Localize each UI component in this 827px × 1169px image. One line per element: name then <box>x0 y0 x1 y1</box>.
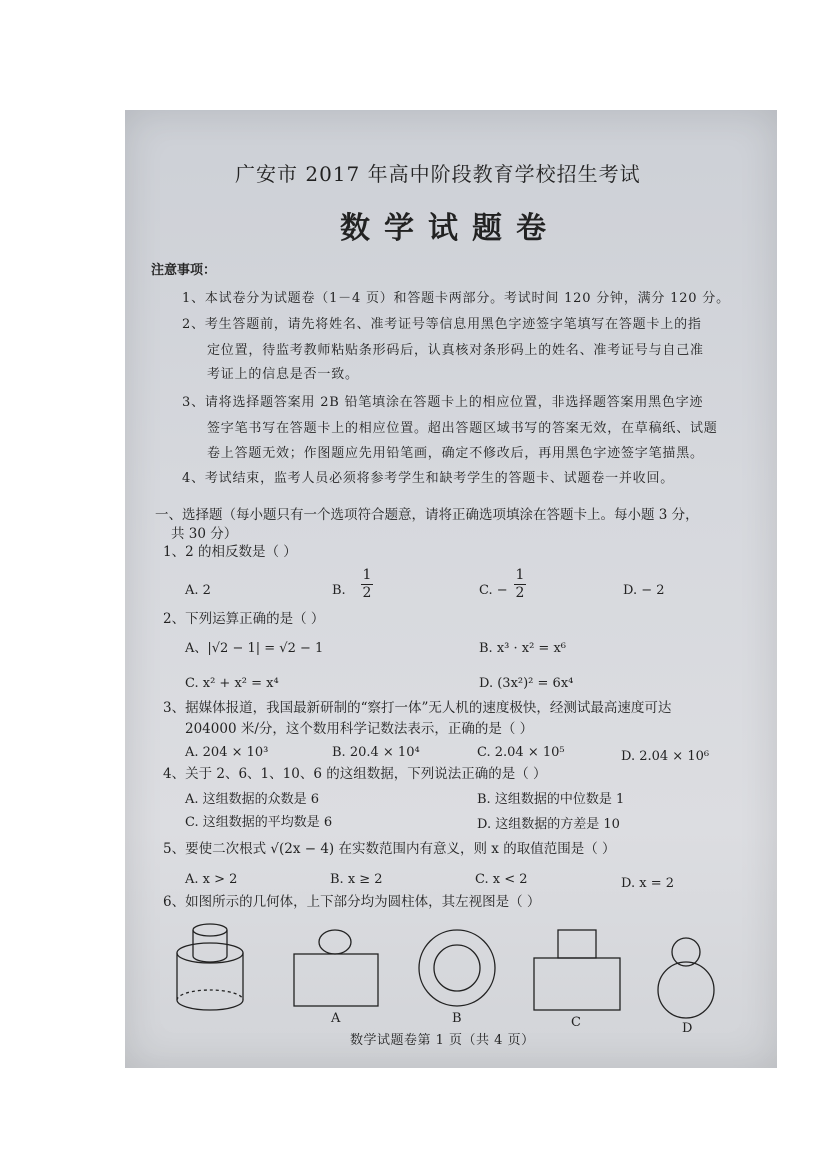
option-a-figure <box>290 928 385 1013</box>
q1-option-b-label: B. <box>332 583 346 598</box>
exam-title: 广安市 2017 年高中阶段教育学校招生考试 <box>235 162 641 186</box>
question-5: 5、要使二次根式 √(2x − 4) 在实数范围内有意义，则 x 的取值范围是（ ） <box>163 841 616 857</box>
question-3: 3、据媒体报道，我国最新研制的“察打一体”无人机的速度极快，经测试最高速度可达 <box>163 700 672 716</box>
notice-line: 考证上的信息是否一致。 <box>207 367 359 382</box>
q4-option-a: A. 这组数据的众数是 6 <box>185 792 320 807</box>
q5-option-d: D. x = 2 <box>621 876 674 891</box>
figure-label-c: C <box>571 1015 581 1030</box>
fraction-numerator: 1 <box>515 567 525 583</box>
notice-heading: 注意事项： <box>151 263 217 278</box>
q1-option-d: D. − 2 <box>623 583 665 598</box>
q2-option-a: A、|√2 − 1| = √2 − 1 <box>185 641 324 656</box>
figure-label-d: D <box>682 1021 693 1036</box>
q4-option-b: B. 这组数据的中位数是 1 <box>477 792 625 807</box>
notice-line: 3、请将选择题答案用 2B 铅笔填涂在答题卡上的相应位置，非选择题答案用黑色字迹 <box>182 395 704 410</box>
section-title-cont: 共 30 分） <box>171 526 238 542</box>
question-6: 6、如图所示的几何体，上下部分均为圆柱体，其左视图是（ ） <box>163 894 541 910</box>
question-4: 4、关于 2、6、1、10、6 的这组数据，下列说法正确的是（ ） <box>163 766 547 782</box>
section-title: 一、选择题（每小题只有一个选项符合题意，请将正确选项填涂在答题卡上。每小题 3 分， <box>155 507 699 523</box>
option-d-figure <box>655 934 720 1024</box>
notice-line: 4、考试结束，监考人员必须将参考学生和缺考学生的答题卡、试题卷一并收回。 <box>182 471 675 486</box>
q3-option-a: A. 204 × 10³ <box>185 745 269 760</box>
q3-option-c: C. 2.04 × 10⁵ <box>477 745 565 760</box>
q3-option-d: D. 2.04 × 10⁶ <box>621 749 710 764</box>
notice-line: 签字笔书写在答题卡上的相应位置。超出答题区域书写的答案无效，在草稿纸、试题 <box>207 421 718 436</box>
q1-option-c-label: C. − <box>479 583 508 598</box>
q5-option-c: C. x < 2 <box>475 872 528 887</box>
q3-option-b: B. 20.4 × 10⁴ <box>332 745 420 760</box>
option-b-figure <box>415 926 505 1011</box>
option-c-figure <box>530 928 625 1018</box>
figure-label-a: A <box>331 1011 341 1026</box>
q1-option-c-fraction <box>514 568 526 602</box>
q4-option-d: D. 这组数据的方差是 10 <box>477 817 620 832</box>
fraction-denominator: 2 <box>515 585 525 602</box>
exam-paper <box>125 110 777 1068</box>
q2-option-c: C. x² + x² = x⁴ <box>185 676 279 691</box>
notice-line: 1、本试卷分为试题卷（1－4 页）和答题卡两部分。考试时间 120 分钟，满分 120 分。 <box>182 291 730 306</box>
notice-line: 2、考生答题前，请先将姓名、准考证号等信息用黑色字迹签字笔填写在答题卡上的指 <box>182 317 702 332</box>
q5-option-b: B. x ≥ 2 <box>330 872 383 887</box>
notice-line: 卷上答题无效；作图题应先用铅笔画，确定不修改后，再用黑色字迹签字笔描黑。 <box>207 446 704 461</box>
question-2: 2、下列运算正确的是（ ） <box>163 611 325 627</box>
q2-option-d: D. (3x²)² = 6x⁴ <box>479 676 574 691</box>
question-1: 1、2 的相反数是（ ） <box>163 544 297 560</box>
figure-label-b: B <box>452 1011 462 1026</box>
fraction-denominator: 2 <box>362 585 372 602</box>
q2-option-b: B. x³ · x² = x⁶ <box>479 641 567 656</box>
notice-line: 定位置，待监考教师粘贴条形码后，认真核对条形码上的姓名、准考证号与自己准 <box>207 343 704 358</box>
q1-option-b-fraction <box>361 568 373 602</box>
q1-option-a: A. 2 <box>185 583 211 598</box>
fraction-numerator: 1 <box>362 567 372 583</box>
paper-title: 数学试题卷 <box>340 211 560 246</box>
q4-option-c: C. 这组数据的平均数是 6 <box>185 815 333 830</box>
question-3-cont: 204000 米/分，这个数用科学记数法表示，正确的是（ ） <box>185 721 534 737</box>
page-footer: 数学试题卷第 1 页（共 4 页） <box>350 1033 535 1048</box>
solid-figure <box>165 918 255 1013</box>
q5-option-a: A. x > 2 <box>185 872 238 887</box>
